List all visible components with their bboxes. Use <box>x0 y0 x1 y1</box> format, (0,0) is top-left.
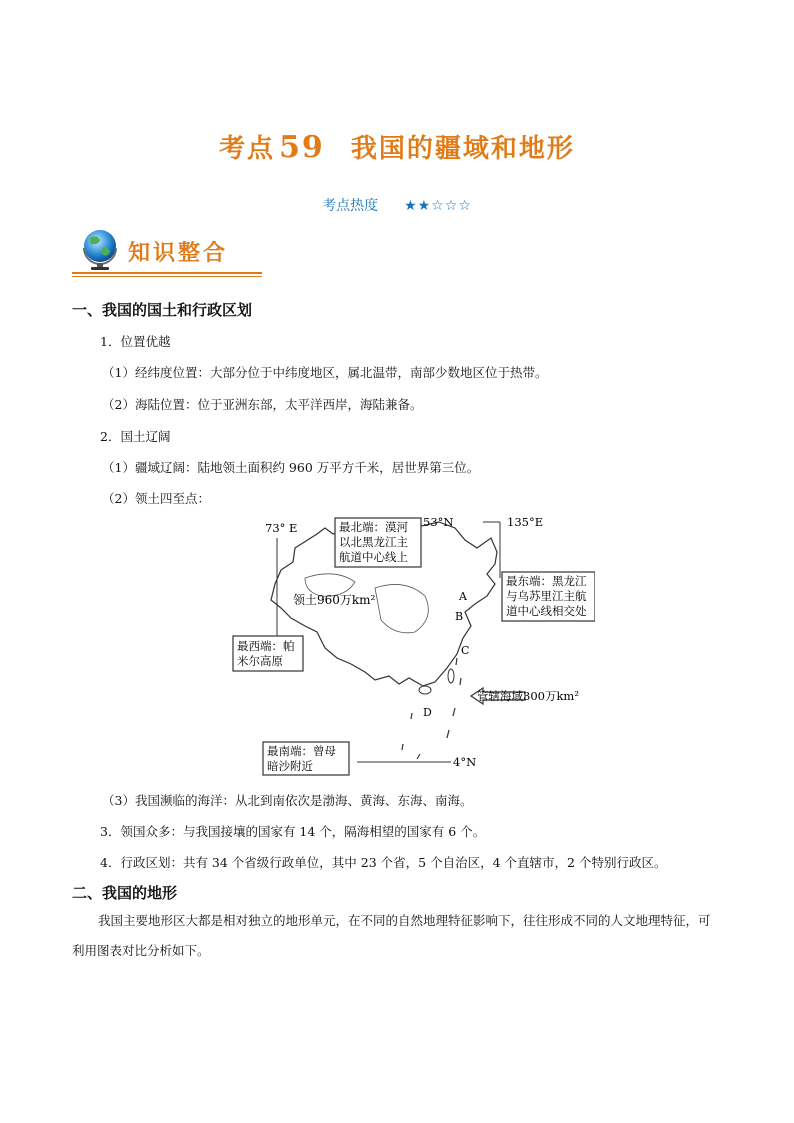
west-box-line-1: 最西端：帕 <box>237 639 295 653</box>
south-box-line-1: 最南端：曾母 <box>267 744 336 758</box>
item-2-title: 2．国土辽阔 <box>100 429 171 444</box>
item-1-title: 1．位置优越 <box>100 334 171 349</box>
letter-d: D <box>423 706 432 719</box>
globe-icon <box>78 226 124 272</box>
territory-map <box>225 508 595 783</box>
area-label: 领土960万km² <box>293 593 376 607</box>
heat-rating <box>0 195 794 215</box>
heat-stars: ★★☆☆☆ <box>404 198 472 214</box>
item-1b: （2）海陆位置：位于亚洲东部，太平洋西岸，海陆兼备。 <box>102 397 423 412</box>
item-2a: （1）疆域辽阔：陆地领土面积约 960 万平方千米，居世界第三位。 <box>102 460 480 475</box>
knowledge-heading <box>72 224 262 280</box>
section-heading-2: 二、我国的地形 <box>72 884 178 902</box>
north-box-line-2: 以北黑龙江主 <box>339 535 408 549</box>
item-2c: （3）我国濒临的海洋：从北到南依次是渤海、黄海、东海、南海。 <box>102 793 473 808</box>
item-4: 4．行政区划：共有 34 个省级行政单位，其中 23 个省，5 个自治区，4 个直辖市，2 个特别行政区。 <box>100 855 667 870</box>
title-prefix: 考点 <box>219 134 276 164</box>
lon-west-label: 73° E <box>265 521 298 535</box>
section-2-paragraph: 我国主要地形区大都是相对独立的地形单元，在不同的自然地理特征影响下，往往形成不同的人文地理特征，可利用图表对比分析如下。 <box>72 913 711 958</box>
east-box-line-1: 最东端：黑龙江 <box>506 574 587 588</box>
north-box-line-1: 最北端：漠河 <box>339 520 408 534</box>
letter-a: A <box>459 590 467 603</box>
heat-label: 考点热度 <box>322 198 379 214</box>
item-3: 3．领国众多：与我国接壤的国家有 14 个，隔海相望的国家有 6 个。 <box>100 824 486 839</box>
section-heading-1: 一、我国的国土和行政区划 <box>72 301 253 319</box>
page-title <box>0 128 794 165</box>
lat-north-label: 53°N <box>423 515 454 529</box>
hainan-island <box>419 686 431 694</box>
item-1a: （1）经纬度位置：大部分位于中纬度地区，属北温带，南部少数地区位于热带。 <box>102 365 548 380</box>
heading-underline <box>72 272 262 274</box>
item-2b: （2）领土四至点： <box>102 491 210 506</box>
sea-label: 管辖海域300万km² <box>477 689 579 703</box>
east-box-line-3: 道中心线相交处 <box>506 604 587 618</box>
east-box-line-2: 与乌苏里江主航 <box>506 589 587 603</box>
south-box-line-2: 暗沙附近 <box>267 759 313 773</box>
title-text: 我国的疆域和地形 <box>350 134 575 164</box>
lat-south-label: 4°N <box>453 755 477 769</box>
title-number: 59 <box>279 130 325 165</box>
taiwan-island <box>448 669 454 683</box>
heading-underline-thin <box>72 276 262 277</box>
letter-b: B <box>455 610 464 623</box>
lon-east-label: 135°E <box>507 515 544 529</box>
knowledge-label: 知识整合 <box>128 241 229 266</box>
inner-boundary <box>375 584 428 632</box>
letter-c: C <box>461 644 470 657</box>
north-box-line-3: 航道中心线上 <box>339 550 408 564</box>
west-box-line-2: 米尔高原 <box>237 654 283 668</box>
